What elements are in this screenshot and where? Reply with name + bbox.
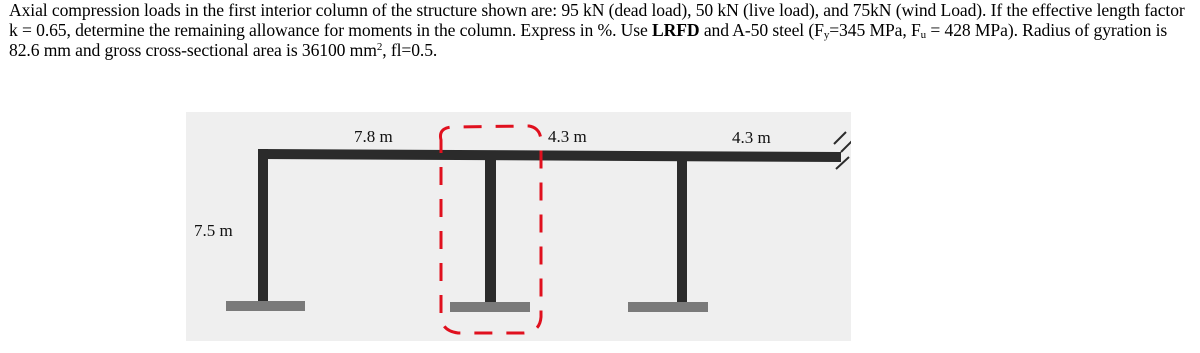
roof-beam xyxy=(258,149,841,162)
left-support xyxy=(226,301,305,311)
problem-text-part3: =345 MPa, F xyxy=(829,20,921,40)
frame-figure xyxy=(186,112,851,341)
area-exponent: 2 xyxy=(376,41,383,53)
beam-break-mark xyxy=(834,132,851,169)
height-label: 7.5 m xyxy=(194,221,233,240)
span3-label: 4.3 m xyxy=(732,128,771,147)
lrfd-emphasis: LRFD xyxy=(652,20,700,40)
problem-text-part1: Axial compression loads in the first interior column of the structure shown are: 95 kN (dead load), 50 kN (live load), and 75kN (wind Load). If the effective length factor k = 0.65, determine the remaining allowance for moments in the column. Express in %. Use xyxy=(9,0,1185,40)
interior-column xyxy=(485,151,496,302)
problem-text-part5: , fl=0.5. xyxy=(382,40,438,60)
problem-text-part4: = 428 MPa). Radius of gyration is 82.6 mm and gross cross-sectional area is 36100 mm xyxy=(9,20,1168,60)
interior-support xyxy=(450,302,530,312)
left-column xyxy=(258,149,268,301)
right-support xyxy=(628,302,708,312)
right-column xyxy=(677,156,687,302)
problem-statement xyxy=(9,0,1195,60)
fy-subscript: y xyxy=(823,29,830,41)
span1-label: 7.8 m xyxy=(354,127,393,146)
problem-text-part2: and A-50 steel (F xyxy=(699,20,824,40)
span2-label: 4.3 m xyxy=(548,127,587,146)
fu-subscript: u xyxy=(920,29,927,41)
problem-paragraph xyxy=(9,0,1195,60)
